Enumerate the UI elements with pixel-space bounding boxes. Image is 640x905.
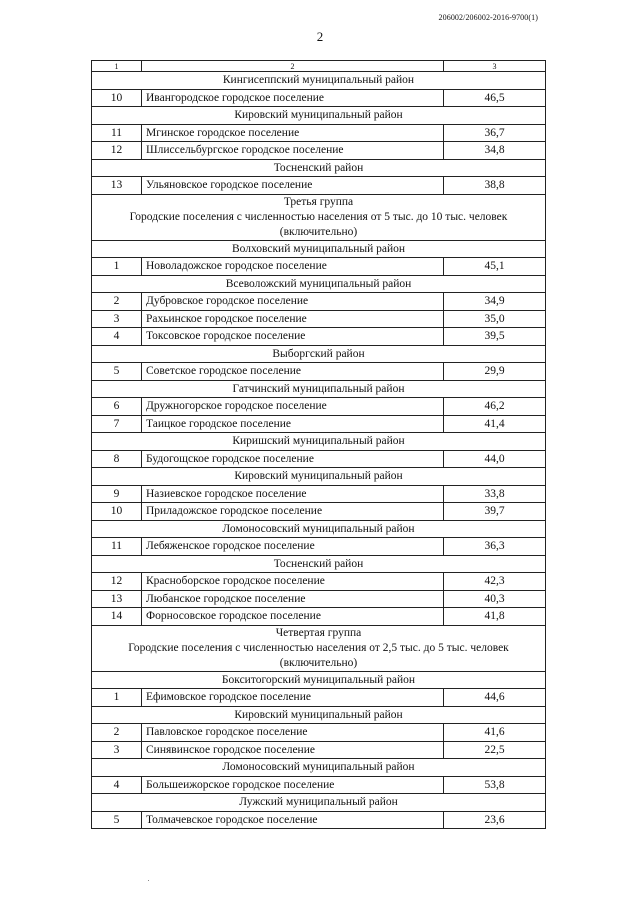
district-name: Тосненский район (92, 159, 546, 177)
row-number: 5 (92, 363, 142, 381)
district-name: Кировский муниципальный район (92, 468, 546, 486)
table-row (92, 328, 546, 346)
settlement-value: 44,6 (444, 689, 546, 707)
settlements-table (91, 60, 546, 829)
settlement-name: Ульяновское городское поселение (142, 177, 444, 195)
row-number: 2 (92, 724, 142, 742)
settlement-name: Ефимовское городское поселение (142, 689, 444, 707)
row-number: 2 (92, 293, 142, 311)
column-header-2: 2 (142, 61, 444, 72)
settlement-name: Токсовское городское поселение (142, 328, 444, 346)
row-number: 14 (92, 608, 142, 626)
district-name: Бокситогорский муниципальный район (92, 671, 546, 689)
district-header-row (92, 72, 546, 90)
table-row (92, 258, 546, 276)
settlement-value: 39,7 (444, 503, 546, 521)
district-header-row (92, 275, 546, 293)
district-header-row (92, 433, 546, 451)
table-row (92, 310, 546, 328)
settlement-name: Дубровское городское поселение (142, 293, 444, 311)
table-row (92, 398, 546, 416)
table-row (92, 177, 546, 195)
district-header-row (92, 520, 546, 538)
district-name: Волховский муниципальный район (92, 240, 546, 258)
group-heading (92, 625, 546, 671)
page-number: 2 (316, 29, 324, 44)
settlement-value: 53,8 (444, 776, 546, 794)
table-row (92, 363, 546, 381)
district-header-row (92, 759, 546, 777)
row-number: 3 (92, 310, 142, 328)
settlement-name: Толмачевское городское поселение (142, 811, 444, 829)
settlement-value: 41,6 (444, 724, 546, 742)
table-row (92, 293, 546, 311)
district-name: Кировский муниципальный район (92, 107, 546, 125)
table-row (92, 724, 546, 742)
table-row (92, 415, 546, 433)
row-number: 4 (92, 328, 142, 346)
settlement-value: 33,8 (444, 485, 546, 503)
district-name: Ломоносовский муниципальный район (92, 520, 546, 538)
row-number: 13 (92, 177, 142, 195)
table-row (92, 776, 546, 794)
district-name: Ломоносовский муниципальный район (92, 759, 546, 777)
row-number: 3 (92, 741, 142, 759)
row-number: 4 (92, 776, 142, 794)
settlement-value: 41,8 (444, 608, 546, 626)
district-name: Киришский муниципальный район (92, 433, 546, 451)
settlement-name: Мгинское городское поселение (142, 124, 444, 142)
table-row (92, 450, 546, 468)
district-header-row (92, 555, 546, 573)
row-number: 10 (92, 89, 142, 107)
group-header-row (92, 625, 546, 671)
district-name: Всеволожский муниципальный район (92, 275, 546, 293)
settlement-value: 36,3 (444, 538, 546, 556)
group-heading-line: (включительно) (279, 225, 358, 238)
settlement-name: Лебяженское городское поселение (142, 538, 444, 556)
district-header-row (92, 380, 546, 398)
document-id: 206002/206002-2016-9700(1) (438, 13, 538, 22)
row-number: 10 (92, 503, 142, 521)
row-number: 11 (92, 124, 142, 142)
settlement-name: Любанское городское поселение (142, 590, 444, 608)
table-row (92, 811, 546, 829)
table-row (92, 590, 546, 608)
table-row (92, 142, 546, 160)
settlement-value: 40,3 (444, 590, 546, 608)
district-header-row (92, 706, 546, 724)
column-header-3: 3 (444, 61, 546, 72)
settlement-name: Форносовское городское поселение (142, 608, 444, 626)
district-header-row (92, 671, 546, 689)
settlement-value: 35,0 (444, 310, 546, 328)
district-header-row (92, 159, 546, 177)
table-row (92, 608, 546, 626)
group-heading (92, 194, 546, 240)
settlement-value: 44,0 (444, 450, 546, 468)
row-number: 12 (92, 142, 142, 160)
row-number: 6 (92, 398, 142, 416)
district-header-row (92, 107, 546, 125)
settlement-name: Новоладожское городское поселение (142, 258, 444, 276)
row-number: 1 (92, 258, 142, 276)
margin-mark (148, 880, 149, 881)
district-header-row (92, 240, 546, 258)
table-row (92, 89, 546, 107)
district-name: Кировский муниципальный район (92, 706, 546, 724)
table-row (92, 573, 546, 591)
row-number: 9 (92, 485, 142, 503)
settlement-value: 45,1 (444, 258, 546, 276)
row-number: 5 (92, 811, 142, 829)
district-name: Кингисеппский муниципальный район (92, 72, 546, 90)
table-row (92, 538, 546, 556)
row-number: 1 (92, 689, 142, 707)
district-header-row (92, 468, 546, 486)
group-header-row (92, 194, 546, 240)
table-row (92, 124, 546, 142)
group-heading-line: Четвертая группа (275, 626, 362, 639)
settlement-value: 46,2 (444, 398, 546, 416)
district-header-row (92, 345, 546, 363)
settlement-value: 42,3 (444, 573, 546, 591)
column-header-row (92, 61, 546, 72)
settlement-value: 34,8 (444, 142, 546, 160)
settlement-name: Таицкое городское поселение (142, 415, 444, 433)
table-row (92, 689, 546, 707)
settlement-name: Советское городское поселение (142, 363, 444, 381)
row-number: 12 (92, 573, 142, 591)
group-heading-line: Третья группа (283, 195, 354, 208)
settlement-value: 39,5 (444, 328, 546, 346)
row-number: 8 (92, 450, 142, 468)
settlement-value: 22,5 (444, 741, 546, 759)
group-heading-line: Городские поселения с численностью населения от 5 тыс. до 10 тыс. человек (129, 210, 508, 223)
settlement-value: 38,8 (444, 177, 546, 195)
settlement-value: 36,7 (444, 124, 546, 142)
settlement-name: Дружногорское городское поселение (142, 398, 444, 416)
table-row (92, 485, 546, 503)
settlement-name: Назиевское городское поселение (142, 485, 444, 503)
settlement-name: Приладожское городское поселение (142, 503, 444, 521)
row-number: 11 (92, 538, 142, 556)
district-name: Выборгский район (92, 345, 546, 363)
settlement-name: Красноборское городское поселение (142, 573, 444, 591)
settlement-name: Шлиссельбургское городское поселение (142, 142, 444, 160)
district-name: Гатчинский муниципальный район (92, 380, 546, 398)
settlement-name: Павловское городское поселение (142, 724, 444, 742)
settlement-name: Большеижорское городское поселение (142, 776, 444, 794)
group-heading-line: (включительно) (279, 656, 358, 669)
settlement-name: Рахьинское городское поселение (142, 310, 444, 328)
table-row (92, 503, 546, 521)
settlement-value: 41,4 (444, 415, 546, 433)
district-header-row (92, 794, 546, 812)
settlement-value: 23,6 (444, 811, 546, 829)
settlement-name: Будогощское городское поселение (142, 450, 444, 468)
settlement-name: Синявинское городское поселение (142, 741, 444, 759)
row-number: 13 (92, 590, 142, 608)
group-heading-line: Городские поселения с численностью населения от 2,5 тыс. до 5 тыс. человек (128, 641, 509, 654)
district-name: Тосненский район (92, 555, 546, 573)
row-number: 7 (92, 415, 142, 433)
district-name: Лужский муниципальный район (92, 794, 546, 812)
settlement-value: 29,9 (444, 363, 546, 381)
settlement-value: 46,5 (444, 89, 546, 107)
table-row (92, 741, 546, 759)
settlement-name: Ивангородское городское поселение (142, 89, 444, 107)
settlement-value: 34,9 (444, 293, 546, 311)
column-header-1: 1 (92, 61, 142, 72)
